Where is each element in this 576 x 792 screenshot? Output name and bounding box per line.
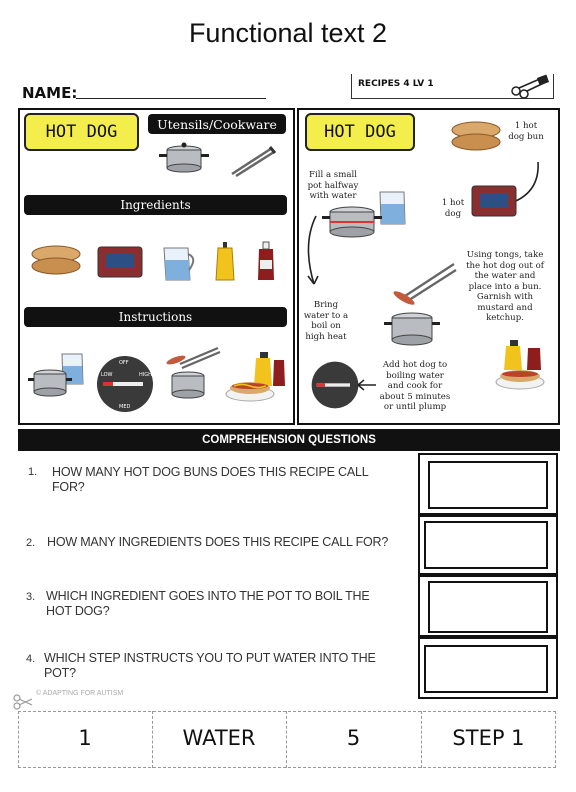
- stove-dial-icon: [95, 354, 155, 414]
- pot-and-pitcher-icon: [320, 190, 418, 244]
- hot-dog-package-icon: [470, 183, 518, 219]
- plated-hot-dog-icon: [224, 346, 288, 404]
- question-2: HOW MANY INGREDIENTS DOES THIS RECIPE CALL FOR?: [47, 535, 389, 549]
- scissors-icon: [12, 694, 34, 710]
- hot-dog-package-icon: [96, 244, 144, 280]
- page-title: Functional text 2: [188, 18, 388, 48]
- scissors-icon: [508, 74, 552, 100]
- question-number: 1.: [28, 466, 38, 478]
- comprehension-header: COMPREHENSION QUESTIONS: [18, 429, 560, 451]
- stove-dial-icon: [310, 360, 360, 410]
- note-hot-dog: 1 hot dog: [441, 198, 465, 219]
- pot-with-tongs-icon: [160, 346, 222, 404]
- dial-low-label: LOW: [101, 372, 113, 378]
- water-pitcher-icon: [158, 242, 200, 284]
- right-recipe-title: HOT DOG: [305, 113, 415, 151]
- note-fill-pot: Fill a small pot halfway with water: [307, 170, 359, 201]
- question-3: WHICH INGREDIENT GOES INTO THE POT TO BOIL THE HOT DOG?: [46, 589, 370, 618]
- name-field[interactable]: [76, 98, 266, 99]
- name-label: NAME:: [22, 84, 78, 102]
- answer-box-4[interactable]: [418, 637, 558, 699]
- answer-box-3[interactable]: [418, 575, 558, 637]
- dial-med-label: MED: [119, 404, 131, 410]
- ketchup-icon: [255, 240, 277, 284]
- bun-icon: [28, 240, 84, 280]
- plated-hot-dog-icon: [494, 334, 550, 392]
- question-number: 2.: [26, 537, 36, 549]
- question-number: 3.: [26, 591, 36, 603]
- note-add-dog: Add hot dog to boiling water and cook for about 5 minutes or until plump: [379, 360, 451, 412]
- question-1: HOW MANY HOT DOG BUNS DOES THIS RECIPE CALL FOR?: [52, 465, 368, 494]
- recipe-code: RECIPES 4 LV 1: [358, 79, 434, 89]
- answer-box-2[interactable]: [418, 515, 558, 575]
- tongs-icon: [228, 142, 276, 178]
- tongs-with-hot-dog-icon: [390, 260, 458, 308]
- question-4: WHICH STEP INSTRUCTS YOU TO PUT WATER INTO THE POT?: [44, 651, 376, 680]
- utensils-label: Utensils/Cookware: [148, 114, 286, 134]
- ingredients-label: Ingredients: [24, 195, 287, 215]
- pot-icon: [158, 140, 210, 176]
- dial-high-label: HIGH: [139, 372, 152, 378]
- dial-off-label: OFF: [119, 360, 129, 366]
- note-boil: Bring water to a boil on high heat: [303, 300, 349, 342]
- cutout-answer-step-1[interactable]: STEP 1: [452, 726, 525, 750]
- cutout-answer-5[interactable]: 5: [346, 726, 361, 750]
- mustard-icon: [212, 240, 238, 284]
- bun-icon: [448, 116, 504, 156]
- question-number: 4.: [26, 653, 36, 665]
- curved-arrow-icon: [302, 214, 324, 290]
- left-recipe-title: HOT DOG: [24, 113, 139, 151]
- pot-and-pitcher-icon: [28, 350, 88, 402]
- answer-box-1[interactable]: [418, 453, 558, 515]
- note-bun: 1 hot dog bun: [508, 121, 544, 142]
- instructions-label: Instructions: [24, 307, 287, 327]
- arrow-right-icon: [356, 378, 378, 392]
- note-tongs: Using tongs, take the hot dog out of the water and place into a bun. Garnish with mustard and ketchup.: [466, 250, 544, 323]
- cutout-answer-water[interactable]: WATER: [182, 726, 256, 750]
- cutout-answer-1[interactable]: 1: [78, 726, 92, 750]
- pot-icon: [382, 306, 442, 352]
- credit: © ADAPTING FOR AUTISM: [36, 690, 124, 697]
